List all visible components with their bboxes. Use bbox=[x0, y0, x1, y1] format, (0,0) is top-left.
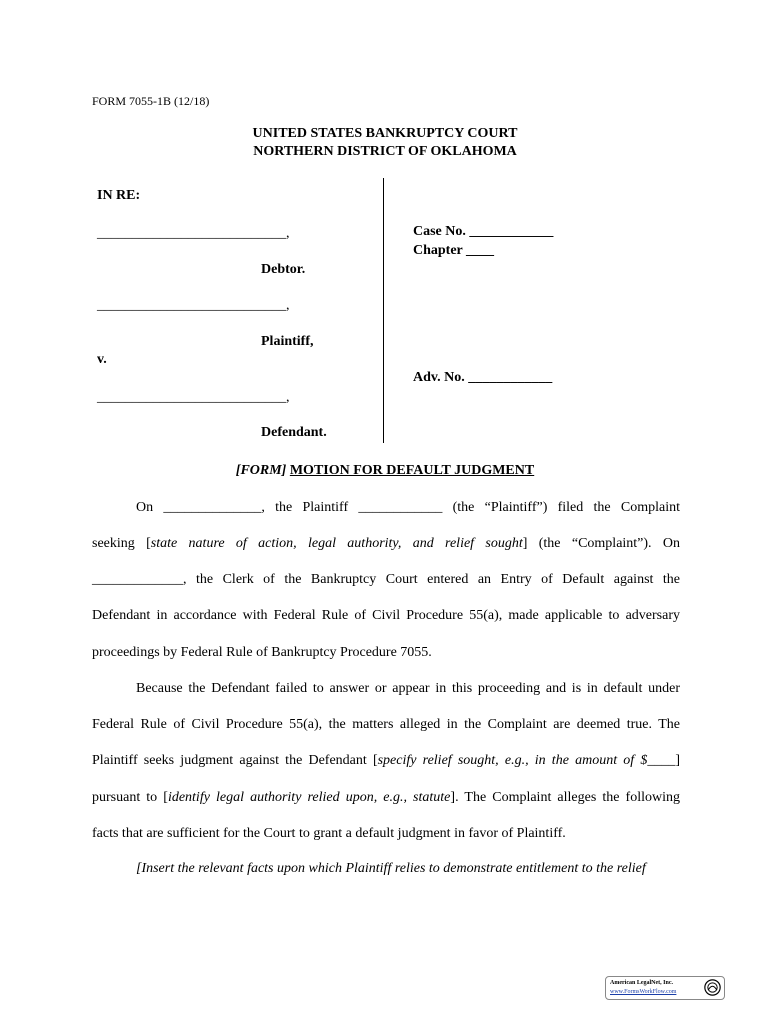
versus-label: v. bbox=[97, 352, 107, 367]
body-line: seeking [state nature of action, legal authority, and relief sought] (the “Complaint”). On bbox=[92, 536, 681, 551]
body-line: [Insert the relevant facts upon which Plaintiff relies to demonstrate entitlement to the relief bbox=[136, 861, 646, 876]
document-title bbox=[0, 463, 770, 479]
footer-url[interactable]: www.FormsWorkFlow.com bbox=[610, 989, 677, 995]
body-line: proceedings by Federal Rule of Bankruptcy Procedure 7055. bbox=[92, 645, 432, 660]
footer-company: American LegalNet, Inc. bbox=[610, 980, 673, 986]
body-line: Plaintiff seeks judgment against the Defendant [specify relief sought, e.g., in the amount of $____] bbox=[92, 753, 680, 768]
body-line: pursuant to [identify legal authority relied upon, e.g., statute]. The Complaint alleges the following bbox=[92, 790, 680, 805]
in-re-label: IN RE: bbox=[97, 188, 141, 203]
defendant-label: Defendant. bbox=[261, 425, 327, 440]
debtor-label: Debtor. bbox=[261, 262, 306, 277]
body-line: Because the Defendant failed to answer or appear in this proceeding and is in default under bbox=[136, 681, 680, 696]
company-logo-icon bbox=[704, 979, 721, 996]
chapter-number: Chapter ____ bbox=[413, 243, 495, 258]
case-number: Case No. ____________ bbox=[413, 224, 554, 239]
plaintiff-blank: ___________________________, bbox=[97, 298, 290, 313]
defendant-blank: ___________________________, bbox=[97, 390, 290, 405]
body-line: Defendant in accordance with Federal Rule of Civil Procedure 55(a), made applicable to adversary bbox=[92, 608, 680, 623]
body-line: On ______________, the Plaintiff ____________ (the “Plaintiff”) filed the Complaint bbox=[136, 500, 680, 515]
adversary-number: Adv. No. ____________ bbox=[413, 370, 553, 385]
form-number: FORM 7055-1B (12/18) bbox=[92, 94, 210, 108]
debtor-blank: ___________________________, bbox=[97, 226, 290, 241]
title-main: MOTION FOR DEFAULT JUDGMENT bbox=[289, 463, 535, 478]
court-name: UNITED STATES BANKRUPTCY COURT bbox=[252, 126, 518, 141]
body-line: facts that are sufficient for the Court to grant a default judgment in favor of Plaintiff. bbox=[92, 826, 566, 841]
body-line: Federal Rule of Civil Procedure 55(a), the matters alleged in the Complaint are deemed true. The bbox=[92, 717, 680, 732]
plaintiff-label: Plaintiff, bbox=[261, 334, 314, 349]
court-district: NORTHERN DISTRICT OF OKLAHOMA bbox=[253, 144, 517, 159]
footer-badge bbox=[605, 976, 725, 1000]
body-line: _____________, the Clerk of the Bankruptcy Court entered an Entry of Default against the bbox=[92, 572, 680, 587]
title-prefix: [FORM] bbox=[235, 463, 287, 478]
caption-divider bbox=[383, 178, 384, 443]
